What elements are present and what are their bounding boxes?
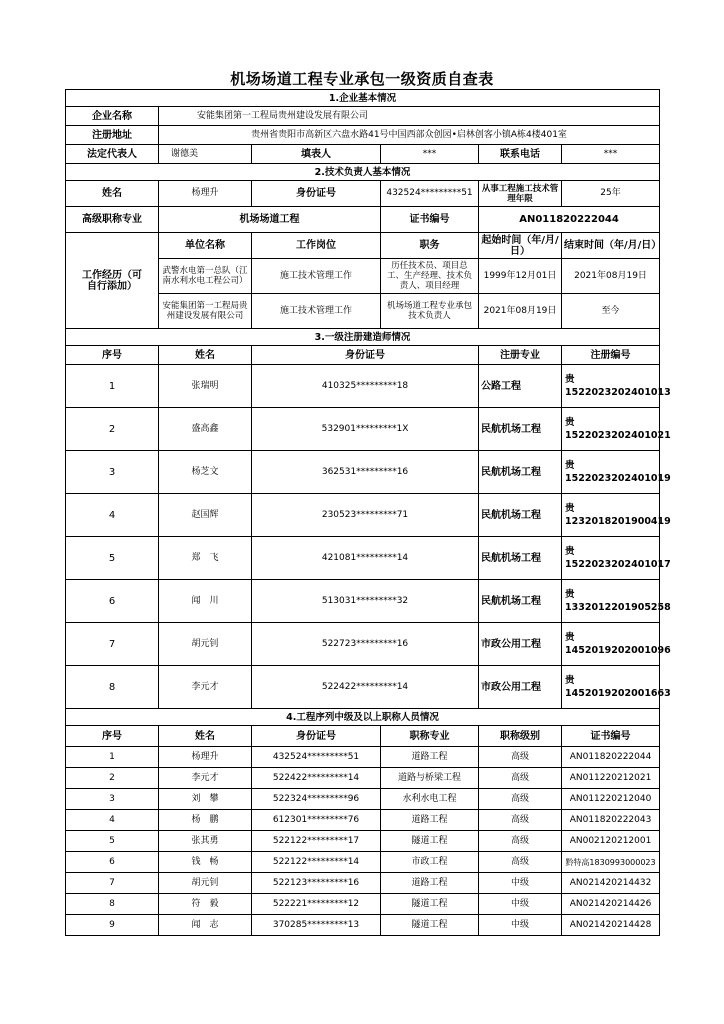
page-title: 机场场道工程专业承包一级资质自查表 [230,70,494,88]
reg-name: 郑 飞 [159,537,252,580]
title-major-label: 高级职称专业 [66,207,159,233]
reg-name: 闻 川 [159,580,252,623]
title-major-value: 机场场道工程 [159,207,381,233]
title-major: 市政工程 [381,852,479,873]
table-row [66,408,660,451]
title-id: 432524*********51 [252,747,381,768]
company-name-value: 安能集团第一工程局贵州建设发展有限公司 [159,107,660,126]
address-label: 注册地址 [66,126,159,145]
reg-major: 民航机场工程 [479,494,562,537]
reg-major: 市政公用工程 [479,623,562,666]
legal-rep-value: 谢德美 [159,145,252,164]
reg-id: 522723*********16 [252,623,479,666]
title-id: 522324*********96 [252,789,381,810]
title-level: 高级 [479,831,562,852]
title-level: 高级 [479,789,562,810]
exp-unit: 武警水电第一总队（江南水利水电工程公司） [159,259,252,294]
reg-no: 4 [66,494,159,537]
title-level: 高级 [479,810,562,831]
legal-rep-label: 法定代表人 [66,145,159,164]
reg-no: 7 [66,623,159,666]
title-id: 522221*********12 [252,894,381,915]
section3-heading: 3.一级注册建造师情况 [66,329,660,346]
title-major: 道路工程 [381,810,479,831]
table-row [66,494,660,537]
reg-name: 杨芝文 [159,451,252,494]
title-no: 1 [66,747,159,768]
reg-code: 贵1452019202001663 [562,666,660,709]
section1-heading: 1.企业基本情况 [66,90,660,107]
exp-start: 2021年08月19日 [479,294,562,329]
title-name: 钱 畅 [159,852,252,873]
reg-major: 民航机场工程 [479,580,562,623]
table-row [66,894,660,915]
company-name-label: 企业名称 [66,107,159,126]
title-id: 612301*********76 [252,810,381,831]
exp-duty: 机场场道工程专业承包技术负责人 [381,294,479,329]
title-cert: AN021420214432 [562,873,660,894]
phone-value: *** [562,145,660,164]
exp-header-end: 结束时间（年/月/日） [562,233,660,259]
years-label: 从事工程施工技术管理年限 [479,181,562,207]
title-cert: AN011220212021 [562,768,660,789]
title-major: 隧道工程 [381,831,479,852]
exp-end: 至今 [562,294,660,329]
title-id: 522122*********17 [252,831,381,852]
title-no: 5 [66,831,159,852]
title-name: 李元才 [159,768,252,789]
title-cert: AN002120212001 [562,831,660,852]
tech-lead-name-label: 姓名 [66,181,159,207]
reg-no: 2 [66,408,159,451]
title-name: 闻 志 [159,915,252,936]
title-no: 3 [66,789,159,810]
reg-code: 贵1522023202401021 [562,408,660,451]
reg-code: 贵1522023202401013 [562,365,660,408]
title-major: 道路工程 [381,873,479,894]
table-row [66,789,660,810]
title-name: 符 毅 [159,894,252,915]
address-value: 贵州省贵阳市高新区六盘水路41号中国西部众创园•启林创客小镇A栋4楼401室 [159,126,660,145]
qualification-table [65,89,671,936]
title-level: 中级 [479,873,562,894]
reg-header-id: 身份证号 [252,346,479,365]
tech-lead-id-label: 身份证号 [252,181,381,207]
exp-header-post: 工作岗位 [252,233,381,259]
exp-unit: 安能集团第一工程局贵州建设发展有限公司 [159,294,252,329]
title-header-level: 职称级别 [479,726,562,747]
reg-major: 民航机场工程 [479,408,562,451]
exp-header-duty: 职务 [381,233,479,259]
reg-no: 1 [66,365,159,408]
reg-major: 民航机场工程 [479,537,562,580]
table-row [66,915,660,936]
title-id: 522122*********14 [252,852,381,873]
reg-id: 513031*********32 [252,580,479,623]
qualification-table-wrapper [65,89,671,936]
title-name: 刘 攀 [159,789,252,810]
table-row [66,451,660,494]
tech-lead-name-value: 杨理升 [159,181,252,207]
title-level: 中级 [479,894,562,915]
reg-major: 公路工程 [479,365,562,408]
title-level: 高级 [479,852,562,873]
reg-no: 3 [66,451,159,494]
exp-header-start: 起始时间（年/月/日） [479,233,562,259]
title-cert: AN011220212040 [562,789,660,810]
title-no: 6 [66,852,159,873]
title-major: 隧道工程 [381,894,479,915]
reg-major: 民航机场工程 [479,451,562,494]
title-name: 张其勇 [159,831,252,852]
title-no: 4 [66,810,159,831]
section4-heading: 4.工程序列中级及以上职称人员情况 [66,709,660,726]
reg-major: 市政公用工程 [479,666,562,709]
reg-id: 421081*********14 [252,537,479,580]
title-name: 杨理升 [159,747,252,768]
table-row [66,768,660,789]
title-cert: 黔特高1830993000023 [562,852,660,873]
years-value: 25年 [562,181,660,207]
title-major: 道路与桥梁工程 [381,768,479,789]
section2-heading: 2.技术负责人基本情况 [66,164,660,181]
title-no: 9 [66,915,159,936]
reg-code: 贵1522023202401019 [562,451,660,494]
title-header-id: 身份证号 [252,726,381,747]
table-row [66,747,660,768]
title-header-major: 职称专业 [381,726,479,747]
title-major: 隧道工程 [381,915,479,936]
reg-code: 贵1232018201900419 [562,494,660,537]
title-id: 522422*********14 [252,768,381,789]
table-row [66,810,660,831]
reg-name: 李元才 [159,666,252,709]
exp-start: 1999年12月01日 [479,259,562,294]
title-level: 高级 [479,747,562,768]
table-row [66,365,660,408]
cert-label: 证书编号 [381,207,479,233]
title-id: 370285*********13 [252,915,381,936]
reg-name: 赵国辉 [159,494,252,537]
reg-code: 贵1332012201905258 [562,580,660,623]
title-level: 中级 [479,915,562,936]
title-id: 522123*********16 [252,873,381,894]
title-header-name: 姓名 [159,726,252,747]
experience-label: 工作经历（可自行添加） [66,233,159,329]
reg-no: 8 [66,666,159,709]
reg-no: 6 [66,580,159,623]
table-row [66,666,660,709]
exp-post: 施工技术管理工作 [252,294,381,329]
title-header-cert: 证书编号 [562,726,660,747]
exp-duty: 历任技术员、项目总工、生产经理、技术负责人、项目经理 [381,259,479,294]
title-cert: AN011820222044 [562,747,660,768]
title-level: 高级 [479,768,562,789]
exp-header-unit: 单位名称 [159,233,252,259]
tech-lead-id-value: 432524*********51 [381,181,479,207]
title-cert: AN021420214426 [562,894,660,915]
table-row [66,623,660,666]
title-major: 水利水电工程 [381,789,479,810]
phone-label: 联系电话 [479,145,562,164]
reg-name: 胡元钊 [159,623,252,666]
exp-post: 施工技术管理工作 [252,259,381,294]
title-name: 杨 鹏 [159,810,252,831]
title-name: 胡元钊 [159,873,252,894]
reg-header-major: 注册专业 [479,346,562,365]
title-header-no: 序号 [66,726,159,747]
title-no: 8 [66,894,159,915]
filler-value: *** [381,145,479,164]
table-row [66,873,660,894]
title-no: 7 [66,873,159,894]
reg-header-name: 姓名 [159,346,252,365]
reg-header-no: 序号 [66,346,159,365]
table-row [66,537,660,580]
reg-id: 532901*********1X [252,408,479,451]
reg-id: 522422*********14 [252,666,479,709]
reg-no: 5 [66,537,159,580]
title-major: 道路工程 [381,747,479,768]
reg-id: 230523*********71 [252,494,479,537]
reg-code: 贵1452019202001096 [562,623,660,666]
filler-label: 填表人 [252,145,381,164]
table-row [66,852,660,873]
title-cert: AN021420214428 [562,915,660,936]
cert-value: AN011820222044 [479,207,660,233]
exp-end: 2021年08月19日 [562,259,660,294]
title-no: 2 [66,768,159,789]
reg-name: 盛高鑫 [159,408,252,451]
reg-header-code: 注册编号 [562,346,660,365]
reg-id: 410325*********18 [252,365,479,408]
table-row [66,831,660,852]
table-row [66,580,660,623]
reg-code: 贵1522023202401017 [562,537,660,580]
reg-name: 张瑞明 [159,365,252,408]
reg-id: 362531*********16 [252,451,479,494]
title-cert: AN011820222043 [562,810,660,831]
